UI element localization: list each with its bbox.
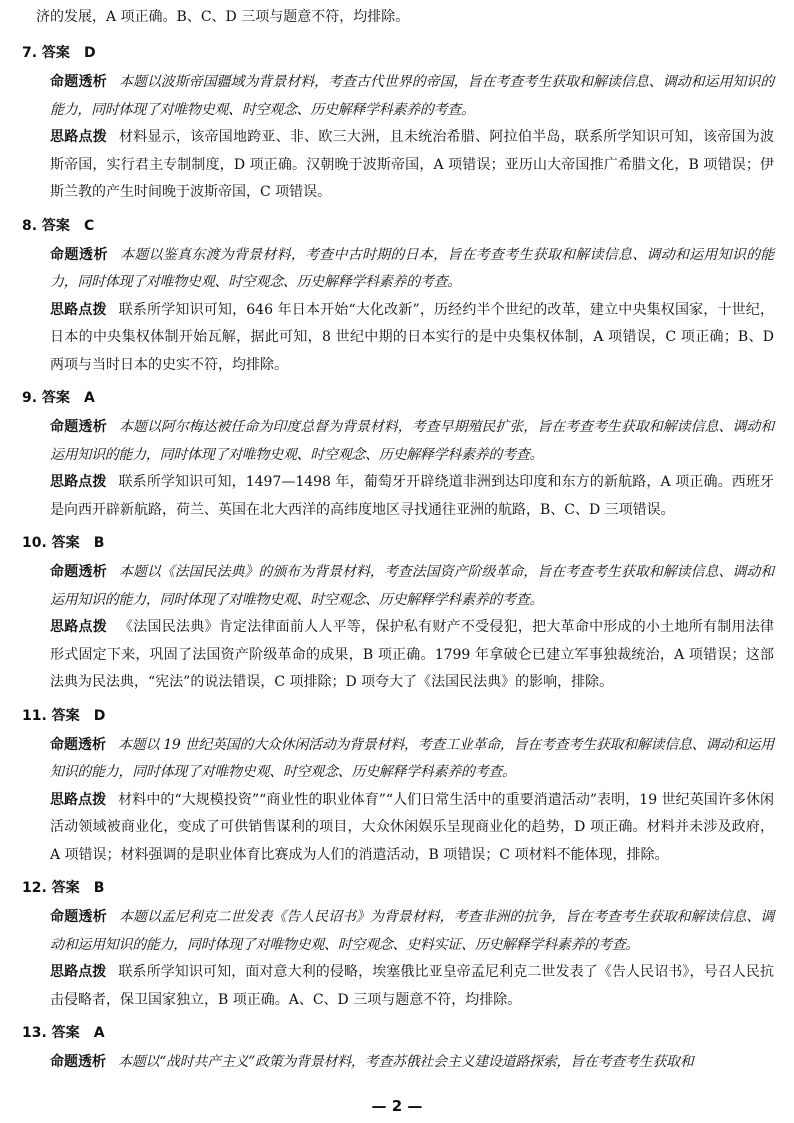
intent-label: 命题透析 (50, 736, 107, 753)
answer-label: 答案 (46, 535, 80, 551)
question-number: 13. (22, 1025, 47, 1041)
hint-label: 思路点拨 (50, 129, 107, 145)
answer-label: 答案 (37, 217, 70, 234)
intent-label: 命题透析 (50, 74, 107, 90)
hint-label: 思路点拨 (50, 301, 107, 318)
answer-label: 答案 (46, 880, 80, 896)
answer-line (22, 701, 774, 732)
answer-item (22, 38, 774, 207)
answer-line (22, 528, 774, 559)
intent-block (22, 559, 774, 614)
intent-text: 本题以孟尼利克二世发表《告人民诏书》为背景材料，考查非洲的抗争，旨在考查考生获取和解读信息、调动和运用知识的能力，同时体现了对唯物史观、时空观念、史料实证、历史解释学科素养的考查。 (50, 909, 774, 953)
question-number: 8. (22, 217, 38, 234)
intent-block (22, 242, 774, 297)
question-number: 12. (22, 880, 47, 896)
hint-block (22, 297, 774, 380)
hint-block (22, 787, 774, 870)
answer-letter: B (93, 880, 105, 896)
intent-text: 本题以鉴真东渡为背景材料，考查中古时期的日本，旨在考查考生获取和解读信息、调动和运用知识的能力，同时体现了对唯物史观、时空观念、历史解释学科素养的考查。 (50, 246, 774, 290)
question-number: 9. (22, 390, 38, 406)
answer-item (22, 1018, 774, 1077)
hint-block (22, 959, 774, 1014)
answer-letter: A (93, 1025, 105, 1041)
question-number: 7. (22, 45, 38, 61)
intent-label: 命题透析 (50, 909, 107, 925)
answer-letter: B (93, 535, 105, 551)
question-number: 11. (22, 707, 47, 724)
intent-block (22, 732, 774, 787)
intent-label: 命题透析 (50, 1054, 106, 1070)
answer-line (22, 38, 774, 69)
hint-text: 材料中的“大规模投资”“商业性的职业体育”“人们日常生活中的重要消遣活动”表明，19 世纪英国许多休闲活动领域被商业化，变成了可供销售谋利的项目，大众休闲娱乐呈现商业化的趋势，D 项正确。材料并未涉及政府，A 项错误；材料强调的是职业体育比赛成为人们的消遣活动，B 项错误；C 项材料不能体现，排除。 (50, 791, 774, 863)
hint-label: 思路点拨 (50, 619, 107, 635)
answer-letter: C (83, 217, 95, 234)
intent-block (22, 414, 774, 469)
hint-text: 联系所学知识可知，1497—1498 年，葡萄牙开辟绕道非洲到达印度和东方的新航路，A 项正确。西班牙是向西开辟新航路，荷兰、英国在北大西洋的高纬度地区寻找通往亚洲的航路，B、C、D 三项错误。 (50, 474, 774, 518)
hint-label: 思路点拨 (50, 474, 107, 490)
intent-block (22, 1049, 774, 1077)
intent-text: 本题以波斯帝国疆域为背景材料，考查古代世界的帝国，旨在考查考生获取和解读信息、调动和运用知识的能力，同时体现了对唯物史观、时空观念、历史解释学科素养的考查。 (50, 74, 774, 118)
answer-line (22, 1018, 774, 1049)
intent-text: 本题以“战时共产主义”政策为背景材料，考查苏俄社会主义建设道路探索，旨在考查考生获取和 (118, 1054, 694, 1070)
hint-text: 联系所学知识可知，面对意大利的侵略，埃塞俄比亚皇帝孟尼利克二世发表了《告人民诏书》，号召人民抗击侵略者，保卫国家独立，B 项正确。A、C、D 三项与题意不符，均排除。 (50, 964, 775, 1008)
hint-label: 思路点拨 (50, 791, 107, 808)
answer-letter: A (83, 390, 95, 406)
answer-item (22, 873, 774, 1014)
hint-label: 思路点拨 (50, 964, 107, 980)
hint-block (22, 614, 774, 697)
answer-line (22, 383, 774, 414)
lead-text: 济的发展，A 项正确。B、C、D 三项与题意不符，均排除。 (36, 9, 410, 25)
answer-label: 答案 (37, 390, 70, 406)
answer-list (22, 38, 774, 1077)
answer-label: 答案 (37, 45, 70, 61)
hint-text: 材料显示，该帝国地跨亚、非、欧三大洲，且未统治希腊、阿拉伯半岛，联系所学知识可知，该帝国为波斯帝国，实行君主专制制度，D 项正确。汉朝晚于波斯帝国，A 项错误；亚历山大帝国推广希腊文化，B 项错误；伊斯兰教的产生时间晚于波斯帝国，C 项错误。 (50, 129, 775, 200)
hint-text: 《法国民法典》肯定法律面前人人平等，保护私有财产不受侵犯，把大革命中形成的小土地所有制用法律形式固定下来，巩固了法国资产阶级革命的成果，B 项正确。1799 年拿破仑已建立军事独裁统治，A 项错误；这部法典为民法典，“宪法”的说法错误，C 项排除；D 项夸大了《法国民法典》的影响，排除。 (50, 619, 775, 690)
answer-letter: D (83, 45, 96, 61)
hint-block (22, 124, 774, 207)
answer-item (22, 383, 774, 524)
intent-block (22, 69, 774, 124)
hint-block (22, 469, 774, 524)
page-number: — 2 — (371, 1097, 423, 1115)
intent-block (22, 904, 774, 959)
intent-text: 本题以阿尔梅达被任命为印度总督为背景材料，考查早期殖民扩张，旨在考查考生获取和解读信息、调动和运用知识的能力，同时体现了对唯物史观、时空观念、历史解释学科素养的考查。 (50, 419, 774, 463)
intent-text: 本题以 19 世纪英国的大众休闲活动为背景材料，考查工业革命，旨在考查考生获取和解读信息、调动和运用知识的能力，同时体现了对唯物史观、时空观念、历史解释学科素养的考查。 (50, 736, 775, 780)
answer-item (22, 701, 774, 870)
answer-label: 答案 (46, 707, 80, 724)
answer-item (22, 528, 774, 697)
question-number: 10. (22, 535, 47, 551)
answer-label: 答案 (46, 1025, 80, 1041)
answer-letter: D (93, 707, 106, 724)
answer-line (22, 211, 774, 242)
page-body (22, 4, 774, 1077)
intent-text: 本题以《法国民法典》的颁布为背景材料，考查法国资产阶级革命，旨在考查考生获取和解读信息、调动和运用知识的能力，同时体现了对唯物史观、时空观念、历史解释学科素养的考查。 (50, 564, 774, 608)
answer-line (22, 873, 774, 904)
intent-label: 命题透析 (50, 564, 107, 580)
intent-label: 命题透析 (50, 419, 107, 435)
intent-label: 命题透析 (50, 246, 109, 263)
answer-item (22, 211, 774, 380)
hint-text: 联系所学知识可知，646 年日本开始“大化改新”，历经约半个世纪的改革，建立中央集权国家，十世纪，日本的中央集权体制开始瓦解，据此可知，8 世纪中期的日本实行的是中央集权体制，A 项错误，C 项正确；B、D 两项与当时日本的史实不符，均排除。 (50, 301, 775, 373)
